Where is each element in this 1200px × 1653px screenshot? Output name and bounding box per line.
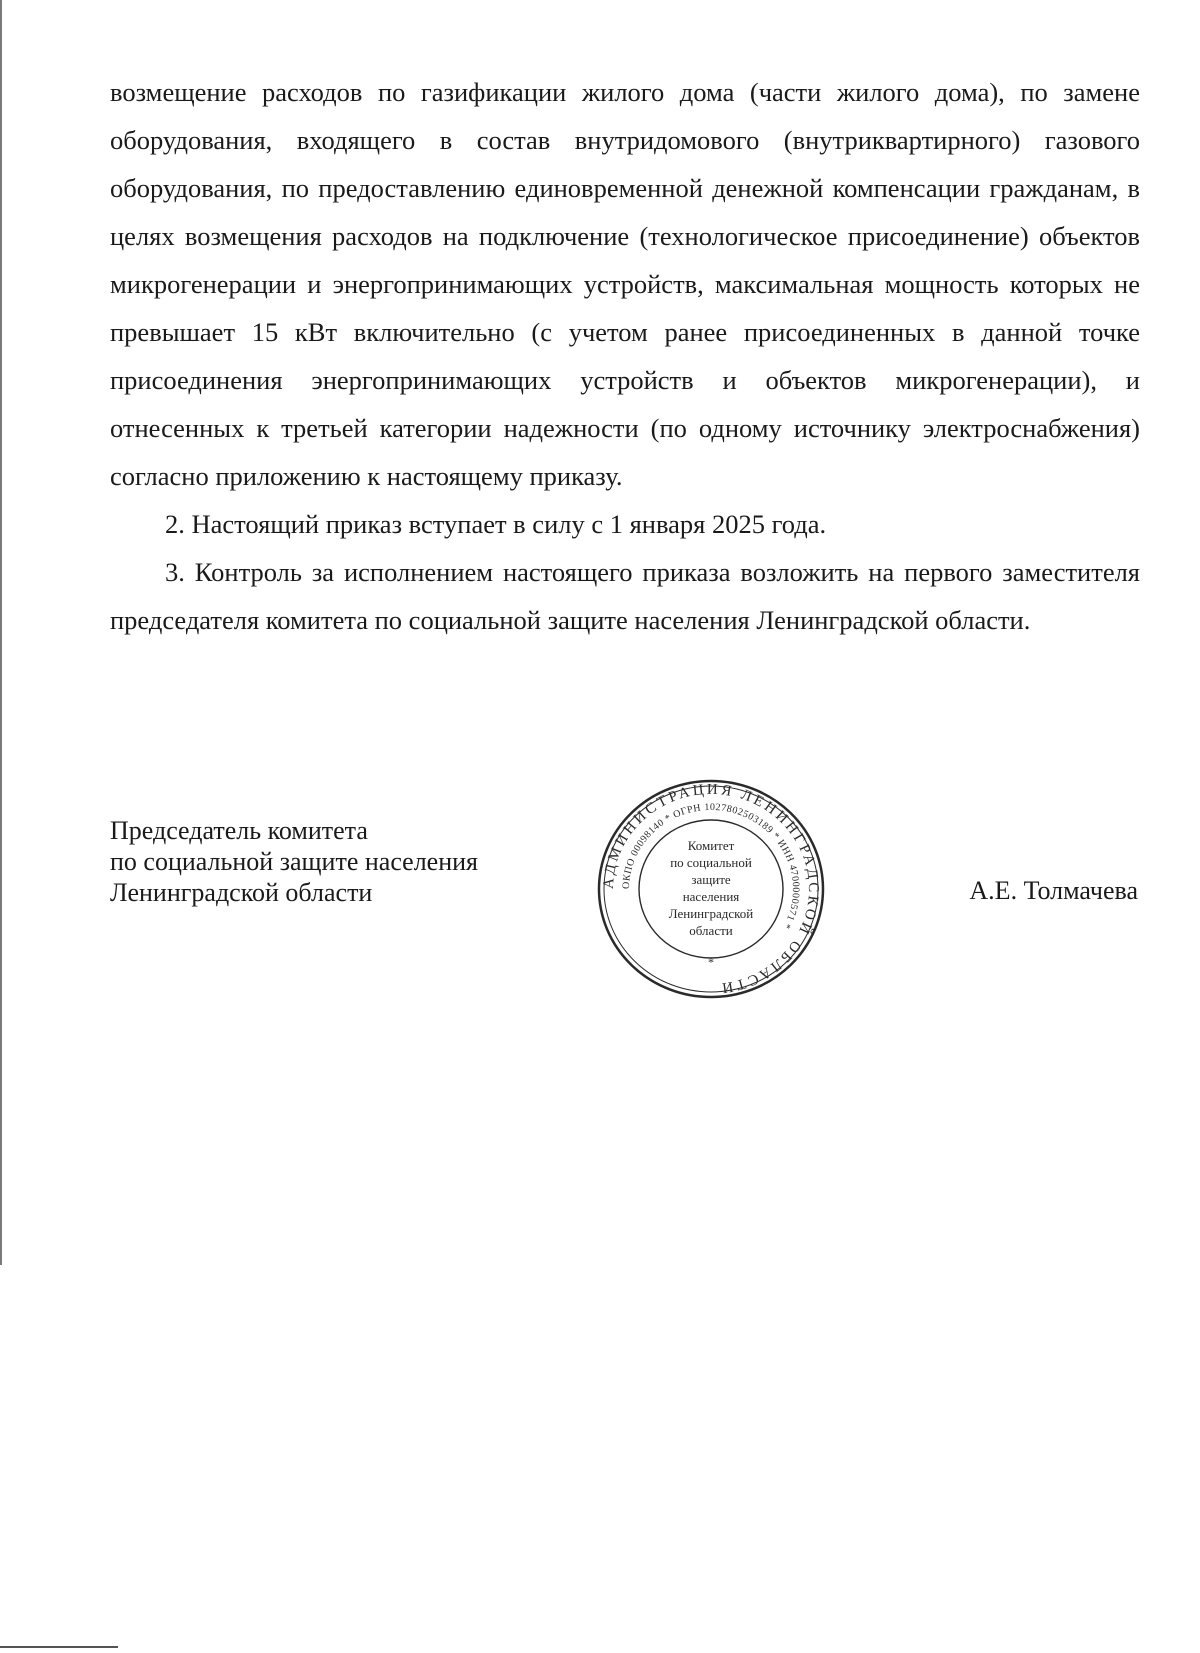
paragraph-effective-date: 2. Настоящий приказ вступает в силу с 1 января 2025 года. bbox=[165, 509, 827, 539]
seal-center-line: защите bbox=[691, 872, 731, 887]
seal-center-line: населения bbox=[682, 889, 740, 904]
scan-border-left bbox=[0, 0, 2, 1265]
seal-center-line: области bbox=[689, 923, 733, 938]
official-seal bbox=[594, 776, 828, 1002]
star-icon: * bbox=[708, 955, 714, 969]
seal-center-line: Комитет bbox=[687, 838, 735, 853]
signatory-title bbox=[110, 815, 478, 908]
seal-ring-text: ОКПО 00098140 * ОГРН 1027802503189 * ИНН 4700000571 * bbox=[620, 801, 802, 931]
document-body bbox=[110, 68, 1140, 644]
seal-center-line: Ленинградской bbox=[668, 906, 754, 921]
scan-border-bottom bbox=[0, 1646, 118, 1648]
seal-center-line: по социальной bbox=[670, 855, 752, 870]
signatory-title-line: по социальной защите населения bbox=[110, 847, 479, 876]
paragraph-continuation: возмещение расходов по газификации жилого дома (части жилого дома), по замене оборудования, входящего в состав внутридомового (внутриквартирного) газового оборудования, по предоставлению единовременной денежной компенсации гражданам, в целях возмещения расходов на подключение (технологическое присоединение) объектов микрогенерации и энергопринимающих устройств, максимальная мощность которых не превышает 15 кВт включительно (с учетом ранее присоединенных в данной точке присоединения энергопринимающих устройств и объектов микрогенерации), и отнесенных к третьей категории надежности (по одному источнику электроснабжения) согласно приложению к настоящему приказу. bbox=[110, 77, 1140, 491]
signatory-title-line: Председатель комитета bbox=[110, 816, 368, 845]
signatory-name: А.Е. Толмачева bbox=[969, 876, 1138, 905]
seal-outer-text: АДМИНИСТРАЦИЯ ЛЕНИНГРАДСКОЙ ОБЛАСТИ bbox=[600, 781, 822, 996]
signatory-title-line: Ленинградской области bbox=[110, 878, 373, 907]
paragraph-control: 3. Контроль за исполнением настоящего приказа возложить на первого заместителя председателя комитета по социальной защите населения Ленинградской области. bbox=[110, 557, 1140, 635]
